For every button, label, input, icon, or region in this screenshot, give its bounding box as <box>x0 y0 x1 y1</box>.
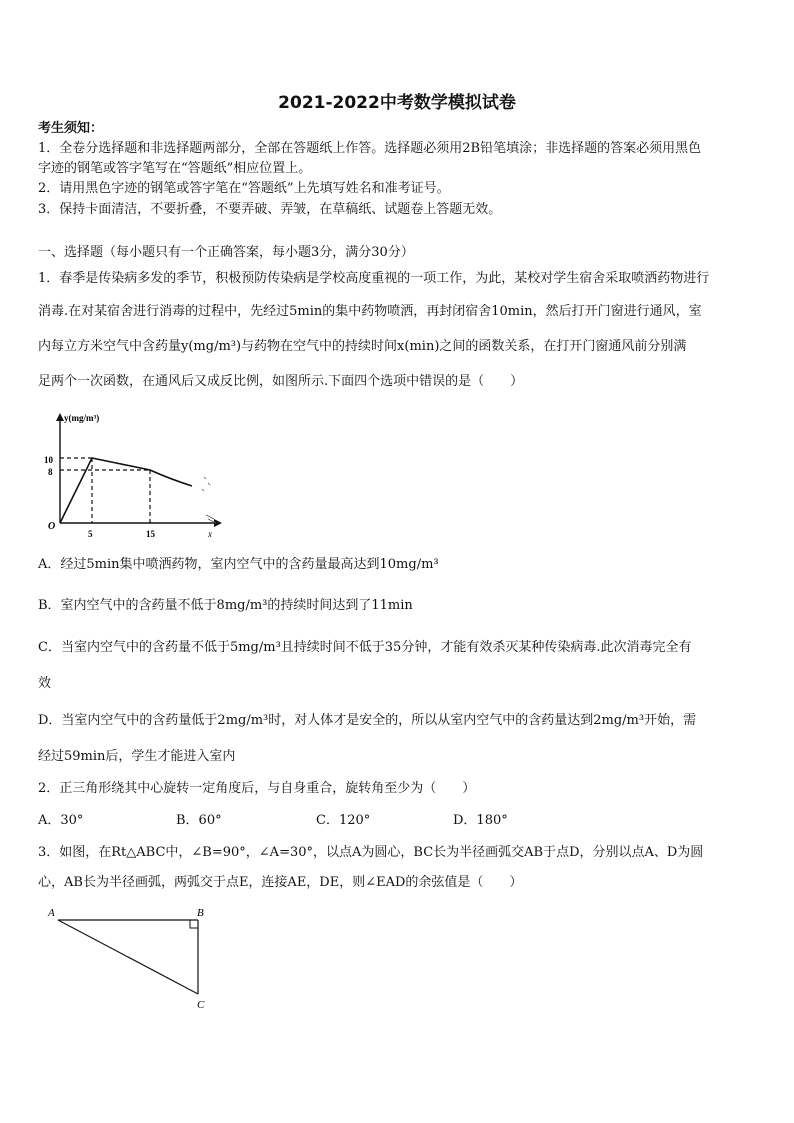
page-title: 2021-2022中考数学模拟试卷 <box>278 93 516 113</box>
q2-stem: 2．正三角形绕其中心旋转一定角度后，与自身重合，旋转角至少为（ ） <box>38 781 476 796</box>
notice-item-2: 2．请用黑色字迹的钢笔或答字笔在“答题纸”上先填写姓名和准考证号。 <box>38 181 450 196</box>
q1-graph <box>40 405 230 545</box>
q3-label-b: B <box>197 907 204 919</box>
q1-option-d-line-2: 经过59min后，学生才能进入室内 <box>38 749 236 764</box>
notice-item-3: 3．保持卡面清洁，不要折叠，不要弄破、弄皱，在草稿纸、试题卷上答题无效。 <box>38 202 502 217</box>
q1-graph-ylabel: y(mg/m³) <box>64 413 100 423</box>
q1-line-2: 消毒.在对某宿舍进行消毒的过程中，先经过5min的集中药物喷洒，再封闭宿舍10min，然后打开门窗进行通风，室 <box>38 304 702 319</box>
q1-graph-xtick-15: 15 <box>146 529 155 539</box>
q2-options <box>38 812 760 830</box>
q2-option-a: A．30° <box>38 813 84 828</box>
q2-option-b: B．60° <box>176 813 222 828</box>
q1-option-c-line-1: C．当室内空气中的含药量不低于5mg/m³且持续时间不低于35分钟，才能有效杀灭某种传染病毒.此次消毒完全有 <box>38 640 692 655</box>
q3-label-c: C <box>197 999 205 1011</box>
q1-option-c-line-2: 效 <box>38 676 52 691</box>
section-heading: 一、选择题（每小题只有一个正确答案，每小题3分，满分30分） <box>38 245 414 260</box>
q3-line-1: 3．如图，在Rt△ABC中，∠B=90°，∠A=30°，以点A为圆心，BC长为半径画弧交AB于点D，分别以点A、D为圆 <box>38 845 704 860</box>
q1-graph-xlabel: x <box>208 529 212 539</box>
q3-figure <box>40 902 220 1014</box>
q2-option-c: C．120° <box>316 813 371 828</box>
q1-line-1: 1．春季是传染病多发的季节，积极预防传染病是学校高度重视的一项工作，为此，某校对学生宿舍采取喷洒药物进行 <box>38 271 710 286</box>
q1-option-a: A．经过5min集中喷洒药物，室内空气中的含药量最高达到10mg/m³ <box>38 557 439 572</box>
q1-line-4: 足两个一次函数，在通风后又成反比例，如图所示.下面四个选项中错误的是（ ） <box>38 374 524 389</box>
notice-item-1: 1．全卷分选择题和非选择题两部分，全部在答题纸上作答。选择题必须用2B铅笔填涂；非选择题的答案必须用黑色 <box>38 141 702 156</box>
q3-line-2: 心，AB长为半径画弧，两弧交于点E，连接AE，DE，则∠EAD的余弦值是（ ） <box>38 875 523 890</box>
q1-graph-origin: O <box>48 521 56 532</box>
notice-heading: 考生须知： <box>38 121 104 136</box>
q1-graph-ytick-10: 10 <box>44 455 53 465</box>
q2-option-d: D．180° <box>453 813 508 828</box>
q3-label-a: A <box>48 907 55 919</box>
notice-item-1-cont: 字迹的钢笔或答字笔写在“答题纸”相应位置上。 <box>38 161 312 176</box>
q1-option-d-line-1: D．当室内空气中的含药量低于2mg/m³时，对人体才是安全的，所以从室内空气中的含药量达到2mg/m³开始，需 <box>38 713 697 728</box>
q1-graph-xtick-5: 5 <box>88 529 93 539</box>
q1-graph-ytick-8: 8 <box>48 467 53 477</box>
q1-option-b: B．室内空气中的含药量不低于8mg/m³的持续时间达到了11min <box>38 598 413 613</box>
q1-line-3: 内每立方米空气中含药量y(mg/m³)与药物在空气中的持续时间x(min)之间的函数关系，在打开门窗通风前分别满 <box>38 339 687 354</box>
